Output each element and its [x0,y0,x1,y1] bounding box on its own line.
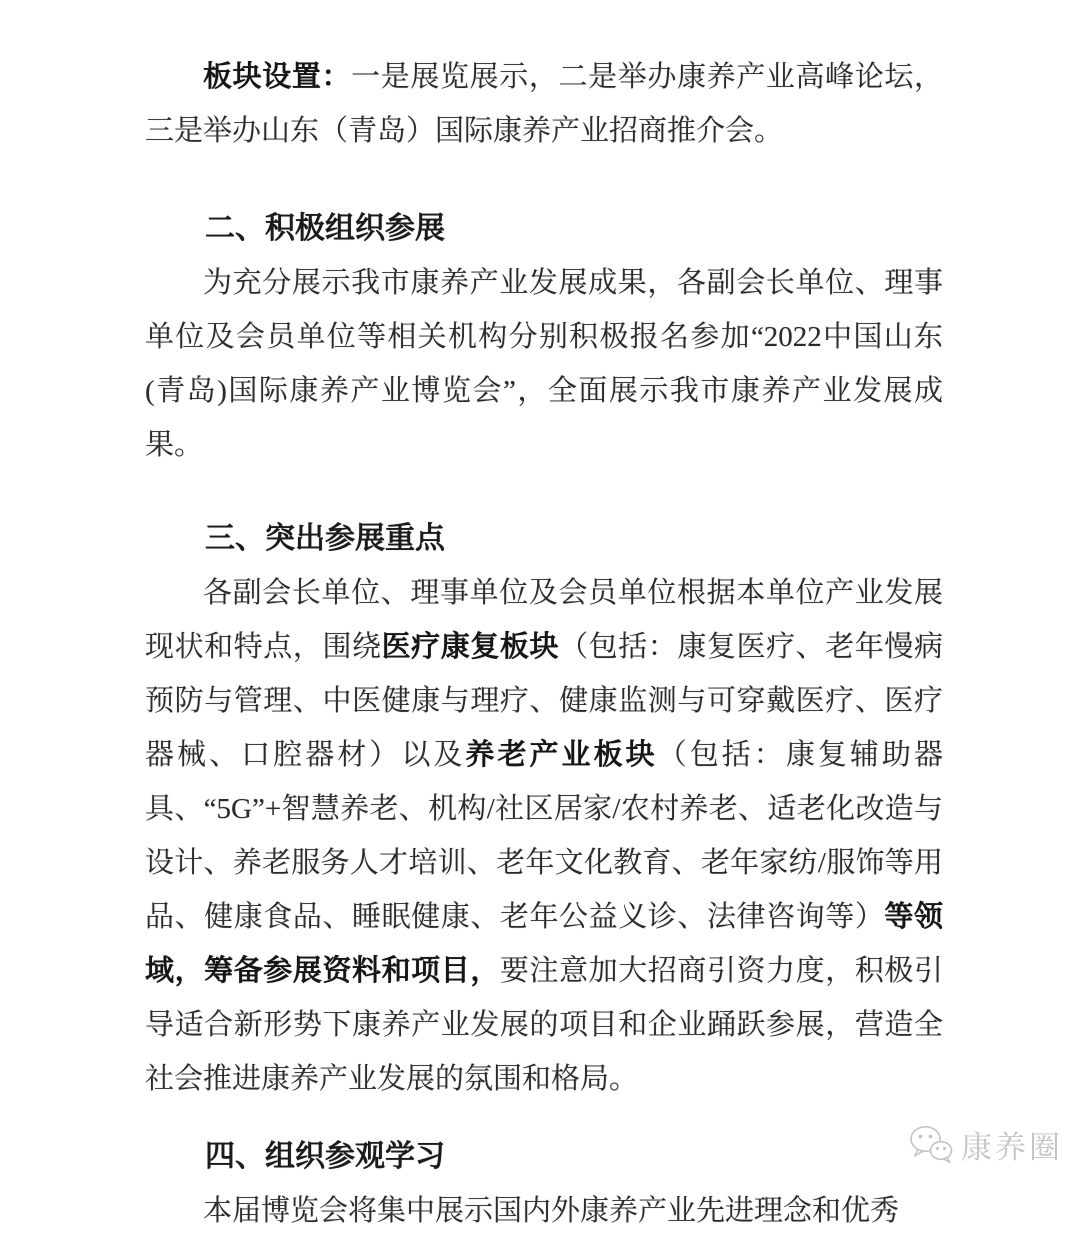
watermark-label: 康养圈 [961,1130,1063,1165]
paragraph-intro-text: 一是展览展示，二是举办康养产业高峰论坛，三是举办山东（青岛）国际康养产业招商推介会。 [145,61,943,147]
section-3-run-2: （包括：康复医疗、老年慢病预防与管理、中医健康与理疗、健康监测与可穿戴医疗、医疗器械、口腔器材）以及 [145,631,943,771]
section-3-run-0: 各副会长单位、理事单位及会员单位根据本单位产业发展现状和特点，围绕 [145,577,943,663]
paragraph-section-4-text: 本届博览会将集中展示国内外康养产业先进理念和优秀 [203,1195,900,1227]
section-3-run-4: （包括：康复辅助器具、“5G”+智慧养老、机构/社区居家/农村养老、适老化改造与设计、养老服务人才培训、老年文化教育、老年家纺/服饰等用品、健康食品、睡眠健康、老年公益义诊、法律咨询等） [145,739,943,933]
paragraph-intro-lead: 板块设置： [203,61,352,93]
paragraph-section-2-text: 为充分展示我市康养产业发展成果，各副会长单位、理事单位及会员单位等相关机构分别积极报名参加“2022中国山东(青岛)国际康养产业博览会”，全面展示我市康养产业发展成果。 [145,267,943,461]
section-3-run-6: 要注意加大招商引资力度，积极引导适合新形势下康养产业发展的项目和企业踊跃参展，营造全社会推进康养产业发展的氛围和格局。 [145,955,943,1095]
document-body [145,50,943,1238]
wechat-icon [908,1124,954,1166]
paragraph-section-4 [145,1184,943,1238]
paragraph-section-2 [145,256,943,472]
watermark [908,1122,1063,1167]
paragraph-intro [145,50,943,158]
section-3-run-3-bold: 养老产业板块 [465,739,658,771]
section-heading-4: 四、组织参观学习 [205,1140,445,1173]
section-heading-3: 三、突出参展重点 [205,522,445,555]
section-3-run-1-bold: 医疗康复板块 [381,631,560,663]
section-heading-2: 二、积极组织参展 [205,212,445,245]
section-3-run-5-bold: 等领域，筹备参展资料和项目， [145,901,943,987]
paragraph-section-3 [145,566,943,1106]
